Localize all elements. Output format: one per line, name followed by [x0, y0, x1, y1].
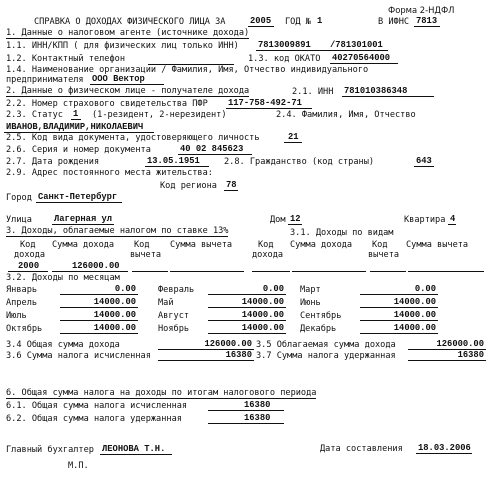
date-label: Дата составления	[320, 444, 403, 454]
citizen-label: 2.8. Гражданство (код страны)	[224, 157, 375, 167]
month-name: Август	[158, 311, 190, 321]
col-income-sum-r: Сумма дохода	[290, 240, 353, 250]
col-income-code-2: дохода	[14, 250, 46, 260]
flat-label: Квартира	[404, 215, 446, 225]
month-name: Май	[158, 298, 174, 308]
region-label: Код региона	[160, 181, 217, 191]
total-income-value: 126000.00	[204, 339, 252, 349]
income-code-value: 2000	[18, 261, 40, 271]
month-value: 14000.00	[93, 310, 136, 320]
month-value: 0.00	[262, 284, 284, 294]
person-inn-value: 781010386348	[344, 86, 408, 96]
month-value: 14000.00	[241, 297, 284, 307]
month-name: Апрель	[6, 298, 38, 308]
section-3-title: 3. Доходы, облагаемые налогом по ставке 13%	[6, 226, 229, 236]
city-value: Санкт-Петербург	[38, 192, 118, 202]
tax-calc-label: 3.6 Сумма налога исчисленная	[6, 351, 151, 361]
month-name: Январь	[6, 285, 38, 295]
total-income-label: 3.4 Общая сумма дохода	[6, 340, 120, 350]
ifns-label: В ИФНС	[378, 17, 410, 27]
agent-name-value: ООО Вектор	[92, 74, 145, 84]
section-2-title: 2. Данные о физическом лице - получателе дохода	[6, 86, 250, 96]
month-name: Июнь	[300, 298, 321, 308]
status-value: 1	[73, 109, 79, 119]
section-31-title: 3.1. Доходы по видам	[290, 228, 394, 238]
status-label: 2.3. Статус	[6, 110, 63, 120]
section-32-title: 3.2. Доходы по месяцам	[6, 273, 120, 283]
col-income-code: Код	[20, 240, 36, 250]
tax-calc-value: 16380	[225, 350, 252, 360]
number-label: ГОД №	[285, 17, 311, 27]
month-value: 14000.00	[93, 323, 136, 333]
doc-num-label: 2.6. Серия и номер документа	[6, 145, 151, 155]
section-6-title: 6. Общая сумма налога на доходы по итогам налогового периода	[6, 388, 317, 398]
agent-kpp-value: /781301001	[330, 40, 383, 50]
doc-code-value: 21	[288, 132, 299, 142]
month-value: 14000.00	[393, 297, 436, 307]
month-name: Сентябрь	[300, 311, 342, 321]
month-name: Декабрь	[300, 324, 337, 334]
month-value: 14000.00	[393, 323, 436, 333]
house-value: 12	[290, 214, 301, 224]
taxable-income-label: 3.5 Облагаемая сумма дохода	[256, 340, 396, 350]
form-title: СПРАВКА О ДОХОДАХ ФИЗИЧЕСКОГО ЛИЦА ЗА	[34, 17, 226, 27]
address-label: 2.9. Адрес постоянного места жительства:	[6, 168, 213, 178]
col-income-code-r-2: дохода	[252, 250, 284, 260]
month-value: 0.00	[414, 284, 436, 294]
street-value: Лагерная ул	[54, 214, 113, 224]
summary-calc-label: 6.1. Общая сумма налога исчисленная	[6, 401, 188, 411]
agent-inn-value: 7813009891	[258, 40, 311, 50]
month-name: Ноябрь	[158, 324, 190, 334]
flat-value: 4	[450, 214, 456, 224]
month-value: 14000.00	[93, 297, 136, 307]
city-label: Город	[6, 193, 32, 203]
section-1-title: 1. Данные о налоговом агенте (источнике дохода)	[6, 28, 250, 38]
date-value: 18.03.2006	[418, 443, 471, 453]
agent-phone-label: 1.2. Контактный телефон	[6, 54, 125, 64]
summary-held-value: 16380	[244, 413, 271, 423]
month-name: Март	[300, 285, 321, 295]
agent-name-label-2: предпринимателя	[6, 75, 84, 85]
stamp-place: М.П.	[68, 461, 89, 471]
col-income-code-r: Код	[258, 240, 274, 250]
month-value: 14000.00	[241, 323, 284, 333]
col-deduction-code-2: вычета	[130, 250, 162, 260]
summary-held-label: 6.2. Общая сумма налога удержанная	[6, 414, 182, 424]
year-value: 2005	[250, 16, 272, 26]
agent-inn-label: 1.1. ИНН/КПП ( для физических лиц только ИНН)	[6, 41, 239, 51]
person-inn-label: 2.1. ИНН	[292, 87, 334, 97]
month-value: 14000.00	[241, 310, 284, 320]
accountant-label: Главный бухгалтер	[6, 445, 94, 455]
ifns-value: 7813	[416, 16, 438, 26]
birth-label: 2.7. Дата рождения	[6, 157, 100, 167]
col-income-sum: Сумма дохода	[52, 240, 115, 250]
col-deduction-code: Код	[134, 240, 150, 250]
tax-held-label: 3.7 Сумма налога удержанная	[256, 351, 396, 361]
pfr-label: 2.2. Номер страхового свидетельства ПФР	[6, 99, 208, 109]
col-deduction-code-r: Код	[372, 240, 388, 250]
fio-value: ИВАНОВ,ВЛАДИМИР,НИКОЛАЕВИЧ	[6, 122, 144, 132]
birth-value: 13.05.1951	[147, 156, 200, 166]
form-code: Форма 2-НДФЛ	[388, 5, 455, 15]
agent-okato-value: 40270564000	[332, 53, 391, 63]
status-note: (1-резидент, 2-нерезидент)	[92, 110, 227, 120]
agent-name-label: 1.4. Наименование организации / Фамилия, Имя, Отчество индивидуального	[6, 65, 369, 75]
col-deduction-sum-r: Сумма вычета	[406, 240, 469, 250]
pfr-value: 117-758-492-71	[228, 98, 302, 108]
month-name: Июль	[6, 311, 27, 321]
citizen-value: 643	[416, 156, 432, 166]
number-value: 1	[317, 16, 323, 26]
accountant-name: ЛЕОНОВА Т.Н.	[102, 444, 166, 454]
house-label: Дом	[270, 215, 286, 225]
col-deduction-sum: Сумма вычета	[170, 240, 233, 250]
month-name: Февраль	[158, 285, 195, 295]
col-deduction-code-r-2: вычета	[368, 250, 400, 260]
region-value: 78	[226, 180, 237, 190]
month-name: Октябрь	[6, 324, 43, 334]
doc-num-value: 40 02 845623	[180, 144, 244, 154]
doc-code-label: 2.5. Код вида документа, удостоверяющего личность	[6, 133, 260, 143]
fio-label: 2.4. Фамилия, Имя, Отчество	[276, 110, 416, 120]
summary-calc-value: 16380	[244, 400, 271, 410]
income-sum-value: 126000.00	[72, 261, 120, 271]
agent-okato-label: 1.3. код ОКАТО	[248, 54, 321, 64]
street-label: Улица	[6, 215, 32, 225]
month-value: 0.00	[114, 284, 136, 294]
taxable-income-value: 126000.00	[436, 339, 484, 349]
month-value: 14000.00	[393, 310, 436, 320]
tax-held-value: 16380	[457, 350, 484, 360]
